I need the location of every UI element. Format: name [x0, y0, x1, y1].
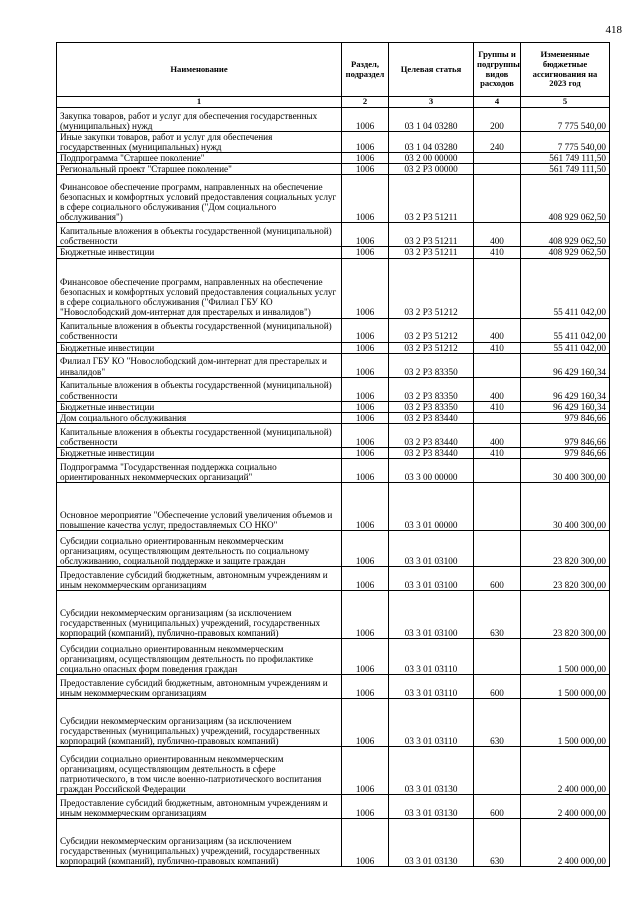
row-amount: 23 820 300,00 [521, 590, 610, 638]
table-row [57, 638, 610, 674]
row-name: Бюджетные инвестиции [57, 247, 342, 258]
row-amount: 55 411 042,00 [521, 318, 610, 342]
column-number: 3 [389, 97, 474, 108]
row-target: 03 2 P3 83440 [389, 447, 474, 458]
row-amount: 979 846,66 [521, 423, 610, 447]
row-group: 600 [474, 566, 521, 590]
table-row [57, 482, 610, 530]
column-number: 4 [474, 97, 521, 108]
row-amount: 30 400 300,00 [521, 482, 610, 530]
row-section: 1006 [342, 638, 389, 674]
row-section: 1006 [342, 566, 389, 590]
table-row [57, 353, 610, 377]
row-amount: 2 400 000,00 [521, 818, 610, 866]
row-section: 1006 [342, 412, 389, 423]
row-target: 03 3 01 03130 [389, 746, 474, 794]
table-row [57, 590, 610, 638]
row-section: 1006 [342, 353, 389, 377]
row-name: Бюджетные инвестиции [57, 447, 342, 458]
row-section: 1006 [342, 223, 389, 247]
row-group [474, 746, 521, 794]
row-section: 1006 [342, 746, 389, 794]
table-header-row [57, 43, 610, 97]
budget-table [56, 42, 610, 867]
row-section: 1006 [342, 108, 389, 132]
column-number: 5 [521, 97, 610, 108]
row-amount: 55 411 042,00 [521, 258, 610, 318]
row-group [474, 258, 521, 318]
row-amount: 1 500 000,00 [521, 698, 610, 746]
table-row [57, 175, 610, 223]
row-group [474, 175, 521, 223]
row-amount: 7 775 540,00 [521, 132, 610, 153]
row-group [474, 458, 521, 482]
table-row [57, 108, 610, 132]
row-section: 1006 [342, 423, 389, 447]
row-group: 400 [474, 318, 521, 342]
row-group: 400 [474, 223, 521, 247]
column-number: 2 [342, 97, 389, 108]
table-row [57, 423, 610, 447]
row-group: 600 [474, 674, 521, 698]
row-target: 03 2 P3 51212 [389, 342, 474, 353]
row-amount: 561 749 111,50 [521, 164, 610, 175]
table-row [57, 153, 610, 164]
row-group: 200 [474, 108, 521, 132]
row-group: 630 [474, 698, 521, 746]
row-section: 1006 [342, 175, 389, 223]
row-group [474, 412, 521, 423]
row-amount: 55 411 042,00 [521, 342, 610, 353]
row-target: 03 2 P3 83350 [389, 353, 474, 377]
row-group: 400 [474, 377, 521, 401]
row-section: 1006 [342, 458, 389, 482]
row-amount: 2 400 000,00 [521, 794, 610, 818]
row-section: 1006 [342, 794, 389, 818]
row-target: 03 2 P3 83440 [389, 423, 474, 447]
row-amount: 408 929 062,50 [521, 223, 610, 247]
row-name: Капитальные вложения в объекты государственной (муниципальной) собственности [57, 423, 342, 447]
table-row [57, 698, 610, 746]
row-target: 03 2 P3 51212 [389, 258, 474, 318]
header-section: Раздел, подраздел [342, 43, 389, 97]
row-section: 1006 [342, 818, 389, 866]
row-section: 1006 [342, 318, 389, 342]
row-target: 03 2 P3 83350 [389, 377, 474, 401]
row-section: 1006 [342, 377, 389, 401]
row-group: 410 [474, 447, 521, 458]
row-name: Подпрограмма "Старшее поколение" [57, 153, 342, 164]
row-name: Субсидии некоммерческим организациям (за исключением государственных (муниципальных) учреждений, государственных корпораций (компаний), публично-правовых компаний) [57, 818, 342, 866]
row-amount: 30 400 300,00 [521, 458, 610, 482]
header-target: Целевая статья [389, 43, 474, 97]
row-target: 03 3 01 03100 [389, 530, 474, 566]
row-target: 03 2 P3 51211 [389, 175, 474, 223]
row-name: Финансовое обеспечение программ, направленных на обеспечение безопасных и комфортных условий предоставления социальных услуг в сфере социального обслуживания ("Дом социального обслуживания") [57, 175, 342, 223]
row-target: 03 3 01 03100 [389, 566, 474, 590]
table-row [57, 401, 610, 412]
row-target: 03 2 P3 51211 [389, 247, 474, 258]
table-row [57, 530, 610, 566]
table-row [57, 247, 610, 258]
table-row [57, 132, 610, 153]
row-target: 03 3 01 03110 [389, 698, 474, 746]
row-target: 03 3 01 03110 [389, 638, 474, 674]
row-group: 410 [474, 342, 521, 353]
row-group [474, 353, 521, 377]
row-group [474, 153, 521, 164]
row-name: Основное мероприятие "Обеспечение условий увеличения объемов и повышение качества услуг, предоставляемых СО НКО" [57, 482, 342, 530]
header-name: Наименование [57, 43, 342, 97]
row-amount: 979 846,66 [521, 412, 610, 423]
row-target: 03 3 00 00000 [389, 458, 474, 482]
row-group [474, 530, 521, 566]
row-amount: 408 929 062,50 [521, 175, 610, 223]
row-name: Иные закупки товаров, работ и услуг для обеспечения государственных (муниципальных) нужд [57, 132, 342, 153]
table-row [57, 458, 610, 482]
row-amount: 23 820 300,00 [521, 566, 610, 590]
row-name: Предоставление субсидий бюджетным, автономным учреждениям и иным некоммерческим организациям [57, 674, 342, 698]
row-group: 400 [474, 423, 521, 447]
row-amount: 561 749 111,50 [521, 153, 610, 164]
row-name: Субсидии социально ориентированным некоммерческим организациям, осуществляющим деятельность в сфере патриотического, в том числе военно-патриотического воспитания граждан Российской Федерации [57, 746, 342, 794]
row-name: Подпрограмма "Государственная поддержка социально ориентированных некоммерческих организаций" [57, 458, 342, 482]
row-target: 03 3 01 03130 [389, 794, 474, 818]
row-target: 03 2 P3 83440 [389, 412, 474, 423]
row-section: 1006 [342, 482, 389, 530]
table-row [57, 342, 610, 353]
row-amount: 1 500 000,00 [521, 674, 610, 698]
row-section: 1006 [342, 164, 389, 175]
header-amount: Измененные бюджетные ассигнования на 2023 год [521, 43, 610, 97]
row-target: 03 3 01 00000 [389, 482, 474, 530]
row-name: Финансовое обеспечение программ, направленных на обеспечение безопасных и комфортных условий предоставления социальных услуг в сфере социального обслуживания ("Филиал ГБУ КО "Новослободский дом-интернат для престарелых и инвалидов") [57, 258, 342, 318]
row-group: 630 [474, 818, 521, 866]
row-group: 240 [474, 132, 521, 153]
row-section: 1006 [342, 698, 389, 746]
row-section: 1006 [342, 401, 389, 412]
row-name: Субсидии социально ориентированным некоммерческим организациям, осуществляющим деятельность по социальному обслуживанию, социальной поддержке и защите граждан [57, 530, 342, 566]
row-target: 03 3 01 03110 [389, 674, 474, 698]
row-target: 03 2 P3 83350 [389, 401, 474, 412]
row-amount: 96 429 160,34 [521, 377, 610, 401]
row-name: Филиал ГБУ КО "Новослободский дом-интернат для престарелых и инвалидов" [57, 353, 342, 377]
table-row [57, 746, 610, 794]
row-section: 1006 [342, 247, 389, 258]
row-group [474, 638, 521, 674]
row-name: Бюджетные инвестиции [57, 342, 342, 353]
row-target: 03 2 00 00000 [389, 153, 474, 164]
table-row [57, 258, 610, 318]
row-name: Закупка товаров, работ и услуг для обеспечения государственных (муниципальных) нужд [57, 108, 342, 132]
table-row [57, 566, 610, 590]
row-group: 630 [474, 590, 521, 638]
row-target: 03 1 04 03280 [389, 108, 474, 132]
row-amount: 96 429 160,34 [521, 353, 610, 377]
row-amount: 408 929 062,50 [521, 247, 610, 258]
row-name: Бюджетные инвестиции [57, 401, 342, 412]
row-amount: 96 429 160,34 [521, 401, 610, 412]
row-name: Предоставление субсидий бюджетным, автономным учреждениям и иным некоммерческим организациям [57, 566, 342, 590]
table-row [57, 818, 610, 866]
row-target: 03 1 04 03280 [389, 132, 474, 153]
table-row [57, 447, 610, 458]
row-target: 03 2 P3 51211 [389, 223, 474, 247]
row-name: Субсидии некоммерческим организациям (за исключением государственных (муниципальных) учреждений, государственных корпораций (компаний), публично-правовых компаний) [57, 698, 342, 746]
row-section: 1006 [342, 153, 389, 164]
row-target: 03 3 01 03100 [389, 590, 474, 638]
row-section: 1006 [342, 590, 389, 638]
row-section: 1006 [342, 530, 389, 566]
row-name: Субсидии некоммерческим организациям (за исключением государственных (муниципальных) учреждений, государственных корпораций (компаний), публично-правовых компаний) [57, 590, 342, 638]
row-target: 03 2 P3 51212 [389, 318, 474, 342]
row-target: 03 2 P3 00000 [389, 164, 474, 175]
row-group: 410 [474, 401, 521, 412]
row-amount: 979 846,66 [521, 447, 610, 458]
row-name: Дом социального обслуживания [57, 412, 342, 423]
table-row [57, 164, 610, 175]
column-number-row [57, 97, 610, 108]
table-row [57, 794, 610, 818]
row-target: 03 3 01 03130 [389, 818, 474, 866]
header-group: Группы и подгруппы видов расходов [474, 43, 521, 97]
row-name: Капитальные вложения в объекты государственной (муниципальной) собственности [57, 377, 342, 401]
table-row [57, 674, 610, 698]
row-name: Региональный проект "Старшее поколение" [57, 164, 342, 175]
row-name: Субсидии социально ориентированным некоммерческим организациям, осуществляющим деятельность по профилактике социально опасных форм поведения граждан [57, 638, 342, 674]
row-section: 1006 [342, 342, 389, 353]
row-group [474, 164, 521, 175]
row-name: Капитальные вложения в объекты государственной (муниципальной) собственности [57, 223, 342, 247]
table-row [57, 412, 610, 423]
row-name: Предоставление субсидий бюджетным, автономным учреждениям и иным некоммерческим организациям [57, 794, 342, 818]
row-amount: 7 775 540,00 [521, 108, 610, 132]
row-group: 410 [474, 247, 521, 258]
row-section: 1006 [342, 447, 389, 458]
page-number: 418 [605, 24, 622, 36]
row-amount: 1 500 000,00 [521, 638, 610, 674]
row-name: Капитальные вложения в объекты государственной (муниципальной) собственности [57, 318, 342, 342]
row-section: 1006 [342, 674, 389, 698]
row-amount: 23 820 300,00 [521, 530, 610, 566]
row-section: 1006 [342, 132, 389, 153]
row-group: 600 [474, 794, 521, 818]
column-number: 1 [57, 97, 342, 108]
row-amount: 2 400 000,00 [521, 746, 610, 794]
row-group [474, 482, 521, 530]
row-section: 1006 [342, 258, 389, 318]
table-row [57, 223, 610, 247]
table-row [57, 377, 610, 401]
table-row [57, 318, 610, 342]
